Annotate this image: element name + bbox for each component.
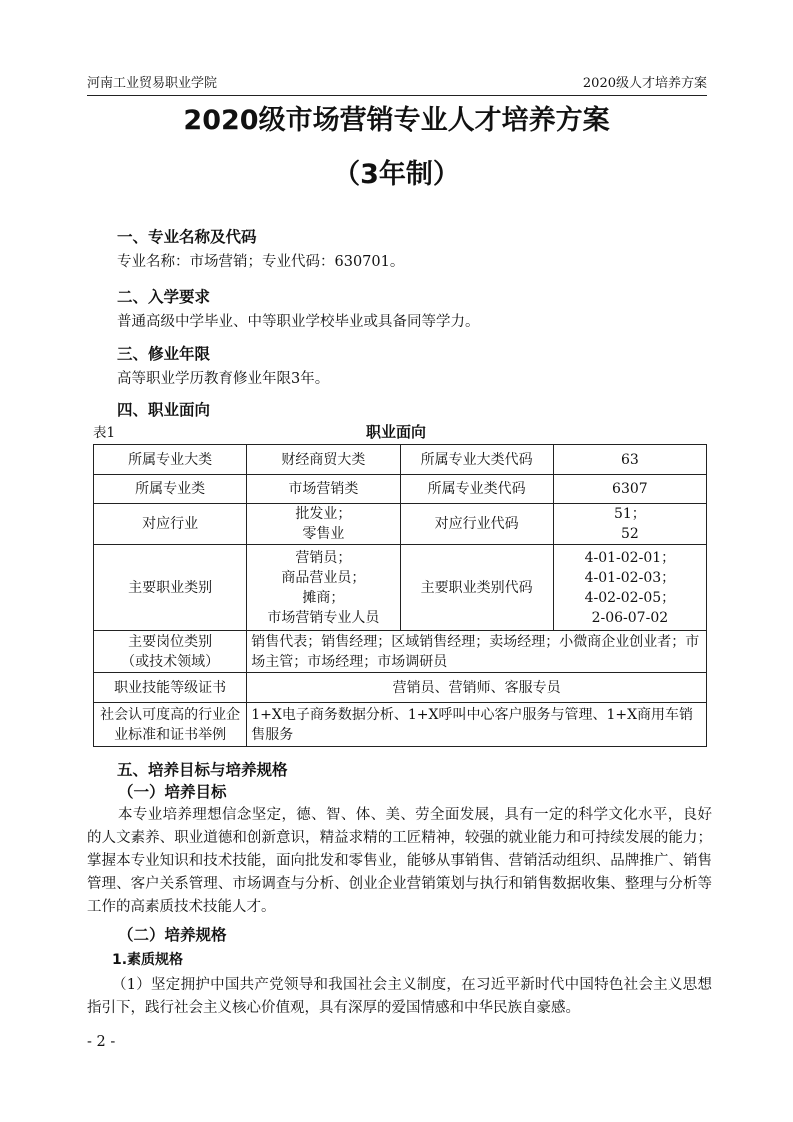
paragraph: （1）坚定拥护中国共产党领导和我国社会主义制度，在习近平新时代中国特色社会主义思想指引下，践行社会主义核心价值观，具有深厚的爱国情感和中华民族自豪感。: [87, 977, 712, 1016]
header-right: 2020级人才培养方案: [582, 76, 707, 91]
subsection-heading: （一）培养目标: [118, 783, 227, 801]
table-row: [94, 504, 707, 545]
page-number: - 2 -: [87, 1034, 116, 1050]
table-cell: 对应行业: [94, 504, 247, 545]
table-cell: 市场营销类: [247, 475, 400, 504]
section-text: 普通高级中学毕业、中等职业学校毕业或具备同等学力。: [117, 314, 480, 330]
table-caption: 职业面向: [365, 423, 426, 441]
table-cell: 职业技能等级证书: [94, 673, 247, 703]
section-heading: 五、培养目标与培养规格: [117, 761, 288, 779]
table-row: [94, 445, 707, 475]
table-cell: 6307: [553, 475, 706, 504]
section-heading: 一、专业名称及代码: [117, 228, 257, 246]
table-cell: 所属专业大类代码: [400, 445, 553, 475]
table-cell: 营销员； 商品营业员； 摊商； 市场营销专业人员: [247, 545, 400, 631]
table-cell: 63: [553, 445, 706, 475]
table-row: [94, 545, 707, 631]
page-subtitle: （3年制）: [333, 159, 460, 190]
subsection-heading: （二）培养规格: [118, 926, 227, 944]
table-cell: 营销员、营销师、客服专员: [247, 673, 707, 703]
table-cell: 所属专业类代码: [400, 475, 553, 504]
table-row: [94, 631, 707, 673]
table-label: 表1: [93, 425, 116, 441]
table-cell: 主要职业类别: [94, 545, 247, 631]
table-cell: 财经商贸大类: [247, 445, 400, 475]
section-heading: 三、修业年限: [117, 345, 211, 363]
table-cell: 批发业； 零售业: [247, 504, 400, 545]
section-text: 高等职业学历教育修业年限3年。: [117, 371, 330, 387]
section-text: 专业名称：市场营销；专业代码：630701。: [117, 254, 405, 270]
section-heading: 四、职业面向: [117, 401, 211, 419]
table-cell: 主要职业类别代码: [400, 545, 553, 631]
table-cell: 4-01-02-01； 4-01-02-03； 4-02-02-05； 2-06-07-02: [553, 545, 706, 631]
table-cell: 1+X电子商务数据分析、1+X呼叫中心客户服务与管理、1+X商用车销售服务: [247, 703, 707, 747]
section-heading: 二、入学要求: [117, 288, 211, 306]
table-cell: 51； 52: [553, 504, 706, 545]
page-title: 2020级市场营销专业人才培养方案: [183, 105, 610, 136]
subsection-heading: 1.素质规格: [112, 952, 184, 968]
table-cell: 主要岗位类别 （或技术领域）: [94, 631, 247, 673]
occupation-table: [93, 444, 707, 747]
table-row: [94, 475, 707, 504]
table-row: [94, 703, 707, 747]
table-cell: 对应行业代码: [400, 504, 553, 545]
table-cell: 所属专业大类: [94, 445, 247, 475]
header-left: 河南工业贸易职业学院: [87, 76, 218, 91]
table-cell: 所属专业类: [94, 475, 247, 504]
paragraph: 本专业培养理想信念坚定，德、智、体、美、劳全面发展，具有一定的科学文化水平，良好的人文素养、职业道德和创新意识，精益求精的工匠精神，较强的就业能力和可持续发展的能力；掌握本专业知识和技术技能，面向批发和零售业，能够从事销售、营销活动组织、品牌推广、销售管理、客户关系管理、市场调查与分析、创业企业营销策划与执行和销售数据收集、整理与分析等工作的高素质技术技能人才。: [87, 807, 712, 915]
header-divider: [87, 95, 707, 96]
table-row: [94, 673, 707, 703]
table-cell: 社会认可度高的行业企业标准和证书举例: [94, 703, 247, 747]
table-cell: 销售代表；销售经理；区域销售经理；卖场经理；小微商企业创业者；市场主管；市场经理；市场调研员: [247, 631, 707, 673]
